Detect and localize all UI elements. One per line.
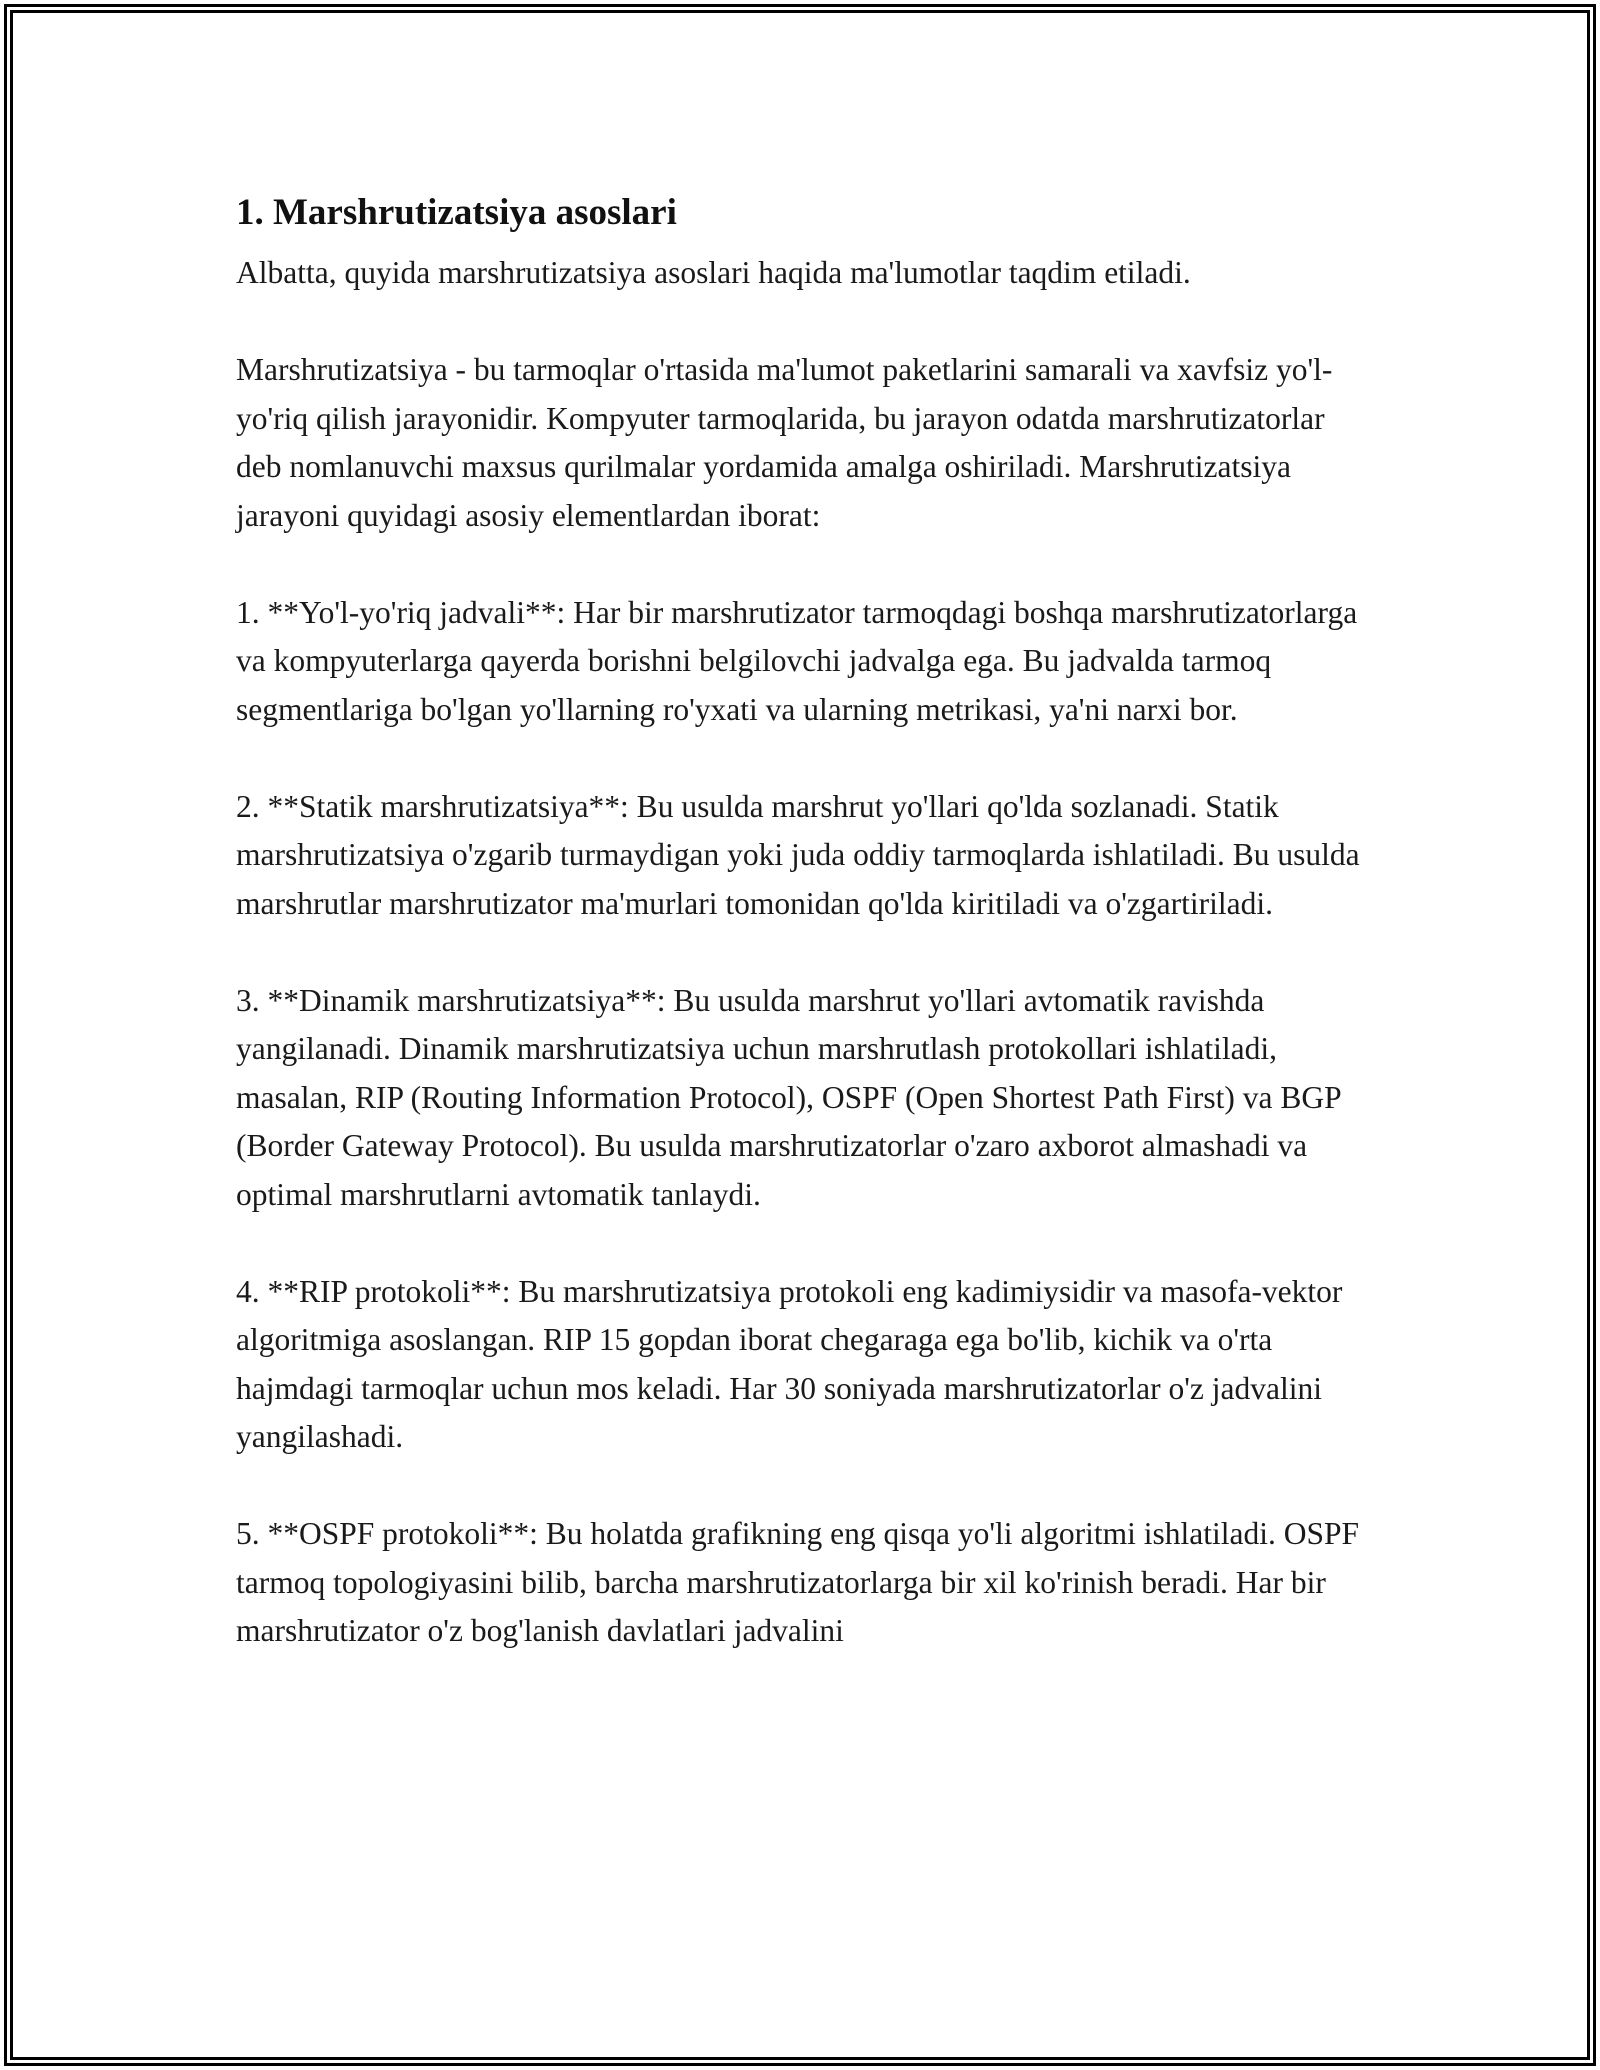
- definition-paragraph: Marshrutizatsiya - bu tarmoqlar o'rtasida ma'lumot paketlarini samarali va xavfsiz yo'l-yo'riq qilish jarayonidir. Kompyuter tarmoqlarida, bu jarayon odatda marshrutizatorlar deb nomlanuvchi maxsus qurilmalar yordamida amalga oshiriladi. Marshrutizatsiya jarayoni quyidagi asosiy elementlardan iborat:: [236, 352, 1333, 533]
- list-item-routing-table: 1. **Yo'l-yo'riq jadvali**: Har bir marshrutizator tarmoqdagi boshqa marshrutizatorlarga va kompyuterlarga qayerda borishni belgilovchi jadvalga ega. Bu jadvalda tarmoq segmentlariga bo'lgan yo'llarning ro'yxati va ularning metrikasi, ya'ni narxi bor.: [236, 594, 1358, 727]
- list-item-static-routing: 2. **Statik marshrutizatsiya**: Bu usulda marshrut yo'llari qo'lda sozlanadi. Statik marshrutizatsiya o'zgarib turmaydigan yoki juda oddiy tarmoqlarda ishlatiladi. Bu usulda marshrutlar marshrutizator ma'murlari tomonidan qo'lda kiritiladi va o'zgartiriladi.: [236, 788, 1360, 921]
- document-body: [236, 187, 1366, 1656]
- intro-paragraph: Albatta, quyida marshrutizatsiya asoslari haqida ma'lumotlar taqdim etiladi.: [236, 255, 1191, 290]
- list-item-ospf-protocol: 5. **OSPF protokoli**: Bu holatda grafikning eng qisqa yo'li algoritmi ishlatiladi. OSPF tarmoq topologiyasini bilib, barcha marshrutizatorlarga bir xil ko'rinish beradi. Har bir marshrutizator o'z bog'lanish davlatlari jadvalini: [236, 1516, 1360, 1648]
- list-item-dynamic-routing: 3. **Dinamik marshrutizatsiya**: Bu usulda marshrut yo'llari avtomatik ravishda yangilanadi. Dinamik marshrutizatsiya uchun marshrutlash protokollari ishlatiladi, masalan, RIP (Routing Information Protocol), OSPF (Open Shortest Path First) va BGP (Border Gateway Protocol). Bu usulda marshrutizatorlar o'zaro axborot almashadi va optimal marshrutlarni avtomatik tanlaydi.: [236, 982, 1341, 1212]
- document-title: 1. Marshrutizatsiya asoslari: [236, 192, 677, 233]
- list-item-rip-protocol: 4. **RIP protokoli**: Bu marshrutizatsiya protokoli eng kadimiysidir va masofa-vektor algoritmiga asoslangan. RIP 15 gopdan iborat chegaraga ega bo'lib, kichik va o'rta hajmdagi tarmoqlar uchun mos keladi. Har 30 soniyada marshrutizatorlar o'z jadvalini yangilashadi.: [236, 1273, 1343, 1454]
